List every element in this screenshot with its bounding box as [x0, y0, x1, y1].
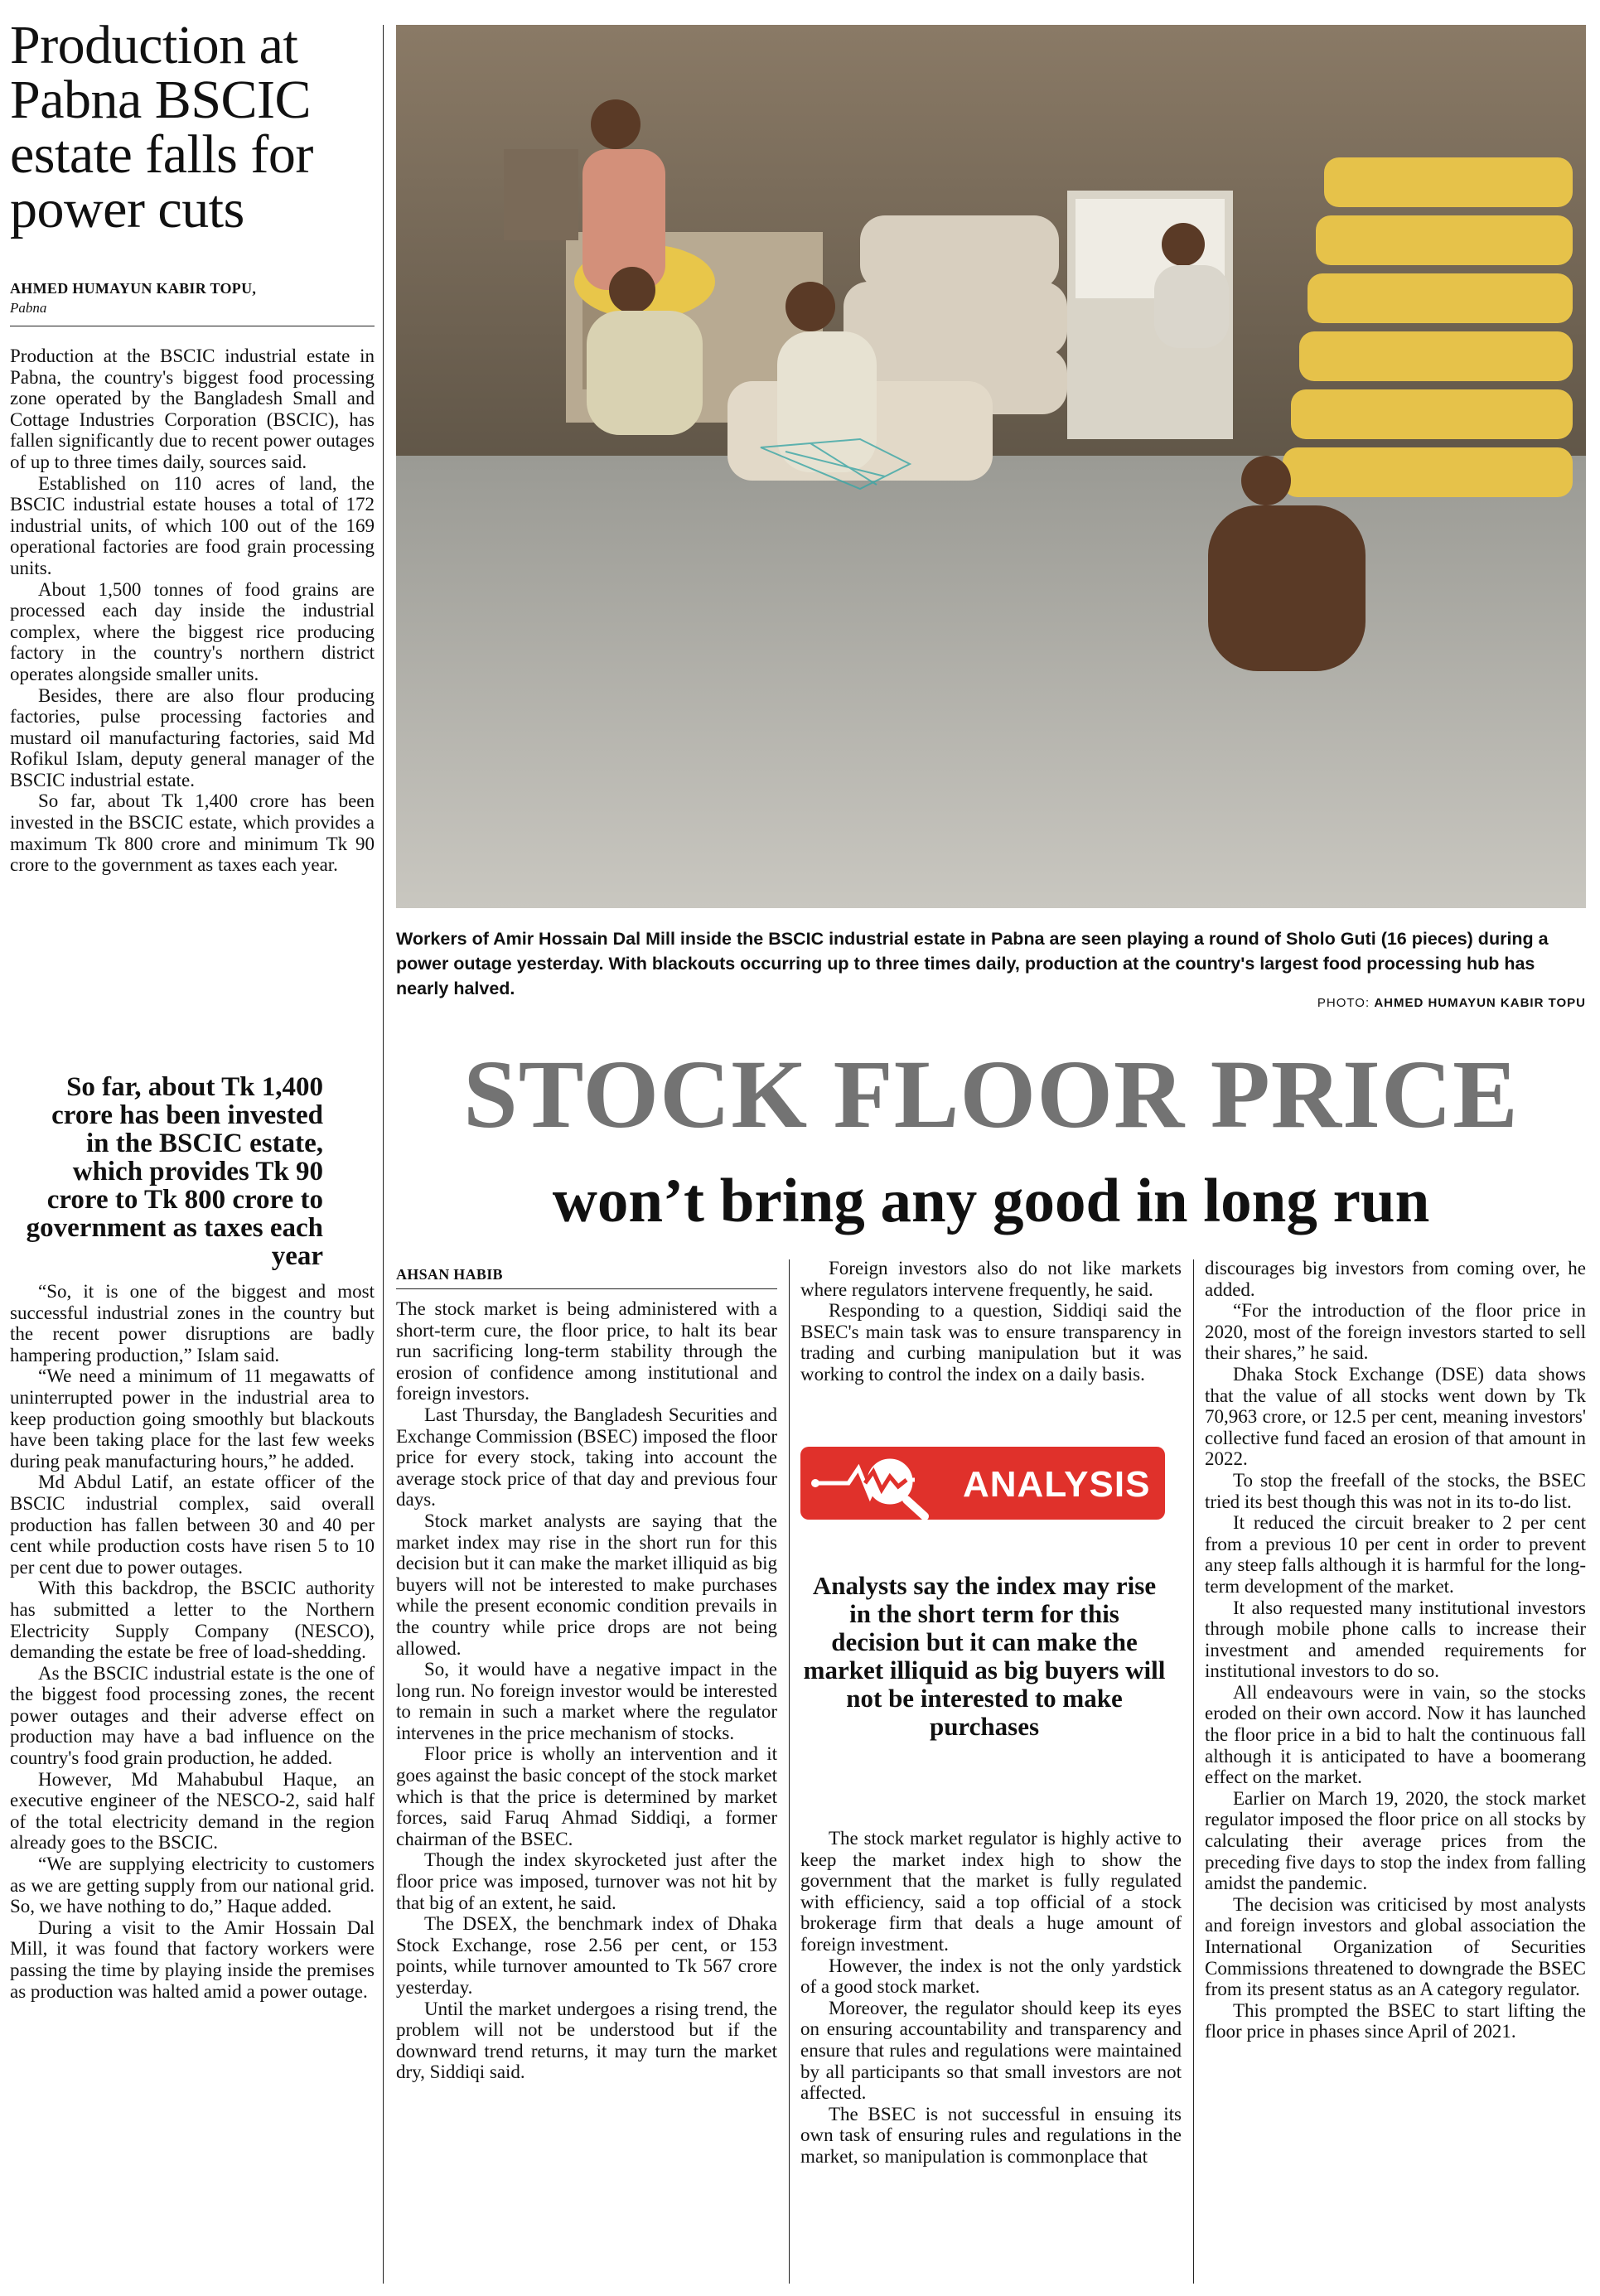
article-paragraph: During a visit to the Amir Hossain Dal Mill, it was found that factory workers were passing the time by playing inside the premises as production was halted amid a power outage.: [10, 1917, 375, 2002]
photo-credit: [1317, 996, 1586, 1010]
article-paragraph: The stock market is being administered with a short-term cure, the floor price, to halt its bear run sacrificing long-term stability through the erosion of confidence among institutional and foreign investors.: [396, 1298, 777, 1404]
article-paragraph: The DSEX, the benchmark index of Dhaka Stock Exchange, rose 2.56 per cent, or 153 points, while turnover amounted to Tk 567 crore yesterday.: [396, 1913, 777, 1998]
stock-column-2-top: [800, 1258, 1182, 1432]
article-paragraph: However, Md Mahabubul Haque, an executive engineer of the NESCO-2, said half of the total electricity demand in the region already goes to the BSCIC.: [10, 1768, 375, 1854]
article-paragraph: “So, it is one of the biggest and most successful industrial zones in the country but the recent power disruptions are badly hampering production,” Islam said.: [10, 1281, 375, 1366]
article-paragraph: It also requested many institutional investors through mobile phone calls to increase their investment and amended requirements for institutional investors to do so.: [1205, 1597, 1586, 1682]
article-paragraph: discourages big investors from coming over, he added.: [1205, 1258, 1586, 1300]
left-byline: AHMED HUMAYUN KABIR TOPU,: [10, 280, 257, 297]
article-paragraph: Moreover, the regulator should keep its eyes on ensuring accountability and transparency and ensure that rules and regulations were maintained by all participants so that small investors are not affected.: [800, 1997, 1182, 2104]
left-pullquote: So far, about Tk 1,400 crore has been invested in the BSCIC estate, which provides Tk 90 crore to Tk 800 crore to government as taxes each year: [26, 1072, 323, 1271]
article-paragraph: However, the index is not the only yardstick of a good stock market.: [800, 1955, 1182, 1998]
article-paragraph: So far, about Tk 1,400 crore has been invested in the BSCIC estate, which provides a maximum Tk 800 crore and minimum Tk 90 crore to the government as taxes each year.: [10, 790, 375, 876]
article-paragraph: It reduced the circuit breaker to 2 per cent from a previous 10 per cent in order to prevent any steep falls although it is harmful for the long-term development of the market.: [1205, 1512, 1586, 1597]
stock-pullquote: Analysts say the index may rise in the short term for this decision but it can make the market illiquid as big buyers will not be interested to make purchases: [803, 1571, 1166, 1741]
article-paragraph: Dhaka Stock Exchange (DSE) data shows that the value of all stocks went down by Tk 70,963 crore, or 12.5 per cent, meaning investors' collective fund faced an erosion of that amount in 2022.: [1205, 1363, 1586, 1470]
article-paragraph: The decision was criticised by most analysts and foreign investors and global association the International Organization of Securities Commissions threatened to downgrade the BSEC from its present status as an A category regulator.: [1205, 1893, 1586, 2000]
article-paragraph: “We are supplying electricity to customers as we are getting supply from our national grid. So, we have nothing to do,” Haque added.: [10, 1854, 375, 1917]
article-paragraph: All endeavours were in vain, so the stocks eroded on their own accord. Now it has launched the floor price in a bid to halt the continuous fall although it is anticipated to have a boomerang effect on the market.: [1205, 1681, 1586, 1788]
analysis-badge: [800, 1447, 1165, 1520]
column-divider: [789, 1259, 790, 2284]
left-column-top: [10, 346, 375, 1058]
news-photo: [396, 25, 1586, 908]
article-paragraph: Until the market undergoes a rising trend, the problem will not be understood but if the downward trend returns, it may turn the market dry, Siddiqi said.: [396, 1998, 777, 2083]
article-paragraph: “We need a minimum of 11 megawatts of uninterrupted power in the industrial area to keep production going smoothly but blackouts have been taking place for the last few weeks during peak manufacturing hours,” he added.: [10, 1366, 375, 1472]
photo-credit-name: AHMED HUMAYUN KABIR TOPU: [1374, 996, 1586, 1010]
column-divider: [383, 25, 384, 2284]
article-paragraph: This prompted the BSEC to start lifting the floor price in phases since April of 2021.: [1205, 1999, 1586, 2042]
article-paragraph: Stock market analysts are saying that the market index may rise in the short run for this decision but it can make the market illiquid as big buyers will not be interested to make purchases while the present economic condition prevails in the country while price drops are not being allowed.: [396, 1510, 777, 1659]
analysis-badge-label: ANALYSIS: [963, 1464, 1151, 1505]
article-paragraph: With this backdrop, the BSCIC authority has submitted a letter to the Northern Electricity Supply Company (NESCO), demanding the estate be free of load-shedding.: [10, 1578, 375, 1663]
article-paragraph: Foreign investors also do not like markets where regulators intervene frequently, he said.: [800, 1258, 1182, 1300]
article-paragraph: The BSEC is not successful in ensuing its own task of ensuring rules and regulations in the market, so manipulation is commonplace that: [800, 2103, 1182, 2167]
photo-credit-label: PHOTO:: [1317, 996, 1370, 1010]
article-paragraph: Md Abdul Latif, an estate officer of the BSCIC industrial complex, said overall production has fallen between 30 and 40 per cent while production costs have risen 5 to 10 per cent due to power outages.: [10, 1472, 375, 1578]
article-paragraph: “For the introduction of the floor price in 2020, most of the foreign investors started to sell their shares,” he said.: [1205, 1300, 1586, 1364]
article-paragraph: The stock market regulator is highly active to keep the market index high to show the government that the market is fully regulated with efficiency, said a top official of a stock brokerage firm that deals a huge amount of foreign investment.: [800, 1828, 1182, 1955]
stock-deck-headline: won’t bring any good in long run: [552, 1167, 1430, 1235]
stock-byline-rule: [396, 1288, 777, 1289]
article-paragraph: Established on 110 acres of land, the BSCIC industrial estate houses a total of 172 industrial units, of which 100 out of the 169 operational factories are food grain processing units.: [10, 472, 375, 578]
photo-illustration: [396, 25, 1586, 908]
stock-column-3: [1205, 1258, 1586, 2284]
stock-column-2-bottom: [800, 1828, 1182, 2284]
column-divider: [1193, 1259, 1194, 2284]
article-paragraph: As the BSCIC industrial estate is the one of the biggest food processing zones, the recent power outages and their adverse effect on production may have a bad influence on the country's food grain production, he added.: [10, 1662, 375, 1769]
article-paragraph: Besides, there are also flour producing factories, pulse processing factories and mustard oil manufacturing factories, said Md Rofikul Islam, deputy general manager of the BSCIC industrial estate.: [10, 684, 375, 790]
article-paragraph: Earlier on March 19, 2020, the stock market regulator imposed the floor price on all stocks by calculating their average prices from the preceding five days to stop the index from falling amidst the pandemic.: [1205, 1787, 1586, 1894]
left-column-bottom: [10, 1281, 375, 2284]
article-paragraph: Responding to a question, Siddiqi said the BSEC's main task was to ensure transparency in trading and curbing manipulation but it was working to control the index on a daily basis.: [800, 1300, 1182, 1385]
left-dateline: Pabna: [10, 300, 47, 316]
article-paragraph: Floor price is wholly an intervention and it goes against the basic concept of the stock market which is that the price is determined by market forces, said Faruq Ahmad Siddiqi, a former chairman of the BSEC.: [396, 1743, 777, 1849]
photo-caption: Workers of Amir Hossain Dal Mill inside the BSCIC industrial estate in Pabna are seen playing a round of Sholo Guti (16 pieces) during a power outage yesterday. With blackouts occurring up to three times daily, production at the country's largest food processing hub has nearly halved.: [396, 929, 1549, 998]
article-paragraph: To stop the freefall of the stocks, the BSEC tried its best though this was not in its to-do list.: [1205, 1469, 1586, 1512]
left-headline: Production at Pabna BSCIC estate falls for power cuts: [10, 15, 313, 239]
article-paragraph: Though the index skyrocketed just after the floor price was imposed, turnover was not hit by that big of an extent, he said.: [396, 1849, 777, 1913]
stock-column-1: [396, 1298, 777, 2284]
stock-kicker-headline: STOCK FLOOR PRICE: [463, 1040, 1519, 1148]
stock-byline: AHSAN HABIB: [396, 1266, 503, 1283]
article-paragraph: Last Thursday, the Bangladesh Securities and Exchange Commission (BSEC) imposed the floor price for every stock, taking into account the average stock price of that day and previous four days.: [396, 1404, 777, 1511]
article-paragraph: About 1,500 tonnes of food grains are processed each day inside the industrial complex, where the biggest rice producing factory in the country's northern district operates alongside smaller units.: [10, 578, 375, 684]
article-paragraph: Production at the BSCIC industrial estate in Pabna, the country's biggest food processing zone operated by the Bangladesh Small and Cottage Industries Corporation (BSCIC), has fallen significantly due to recent power outages of up to three times daily, sources said.: [10, 346, 375, 472]
article-paragraph: So, it would have a negative impact in the long run. No foreign investor would be interested to remain in such a market where the regulator intervenes in the price mechanism of stocks.: [396, 1659, 777, 1743]
